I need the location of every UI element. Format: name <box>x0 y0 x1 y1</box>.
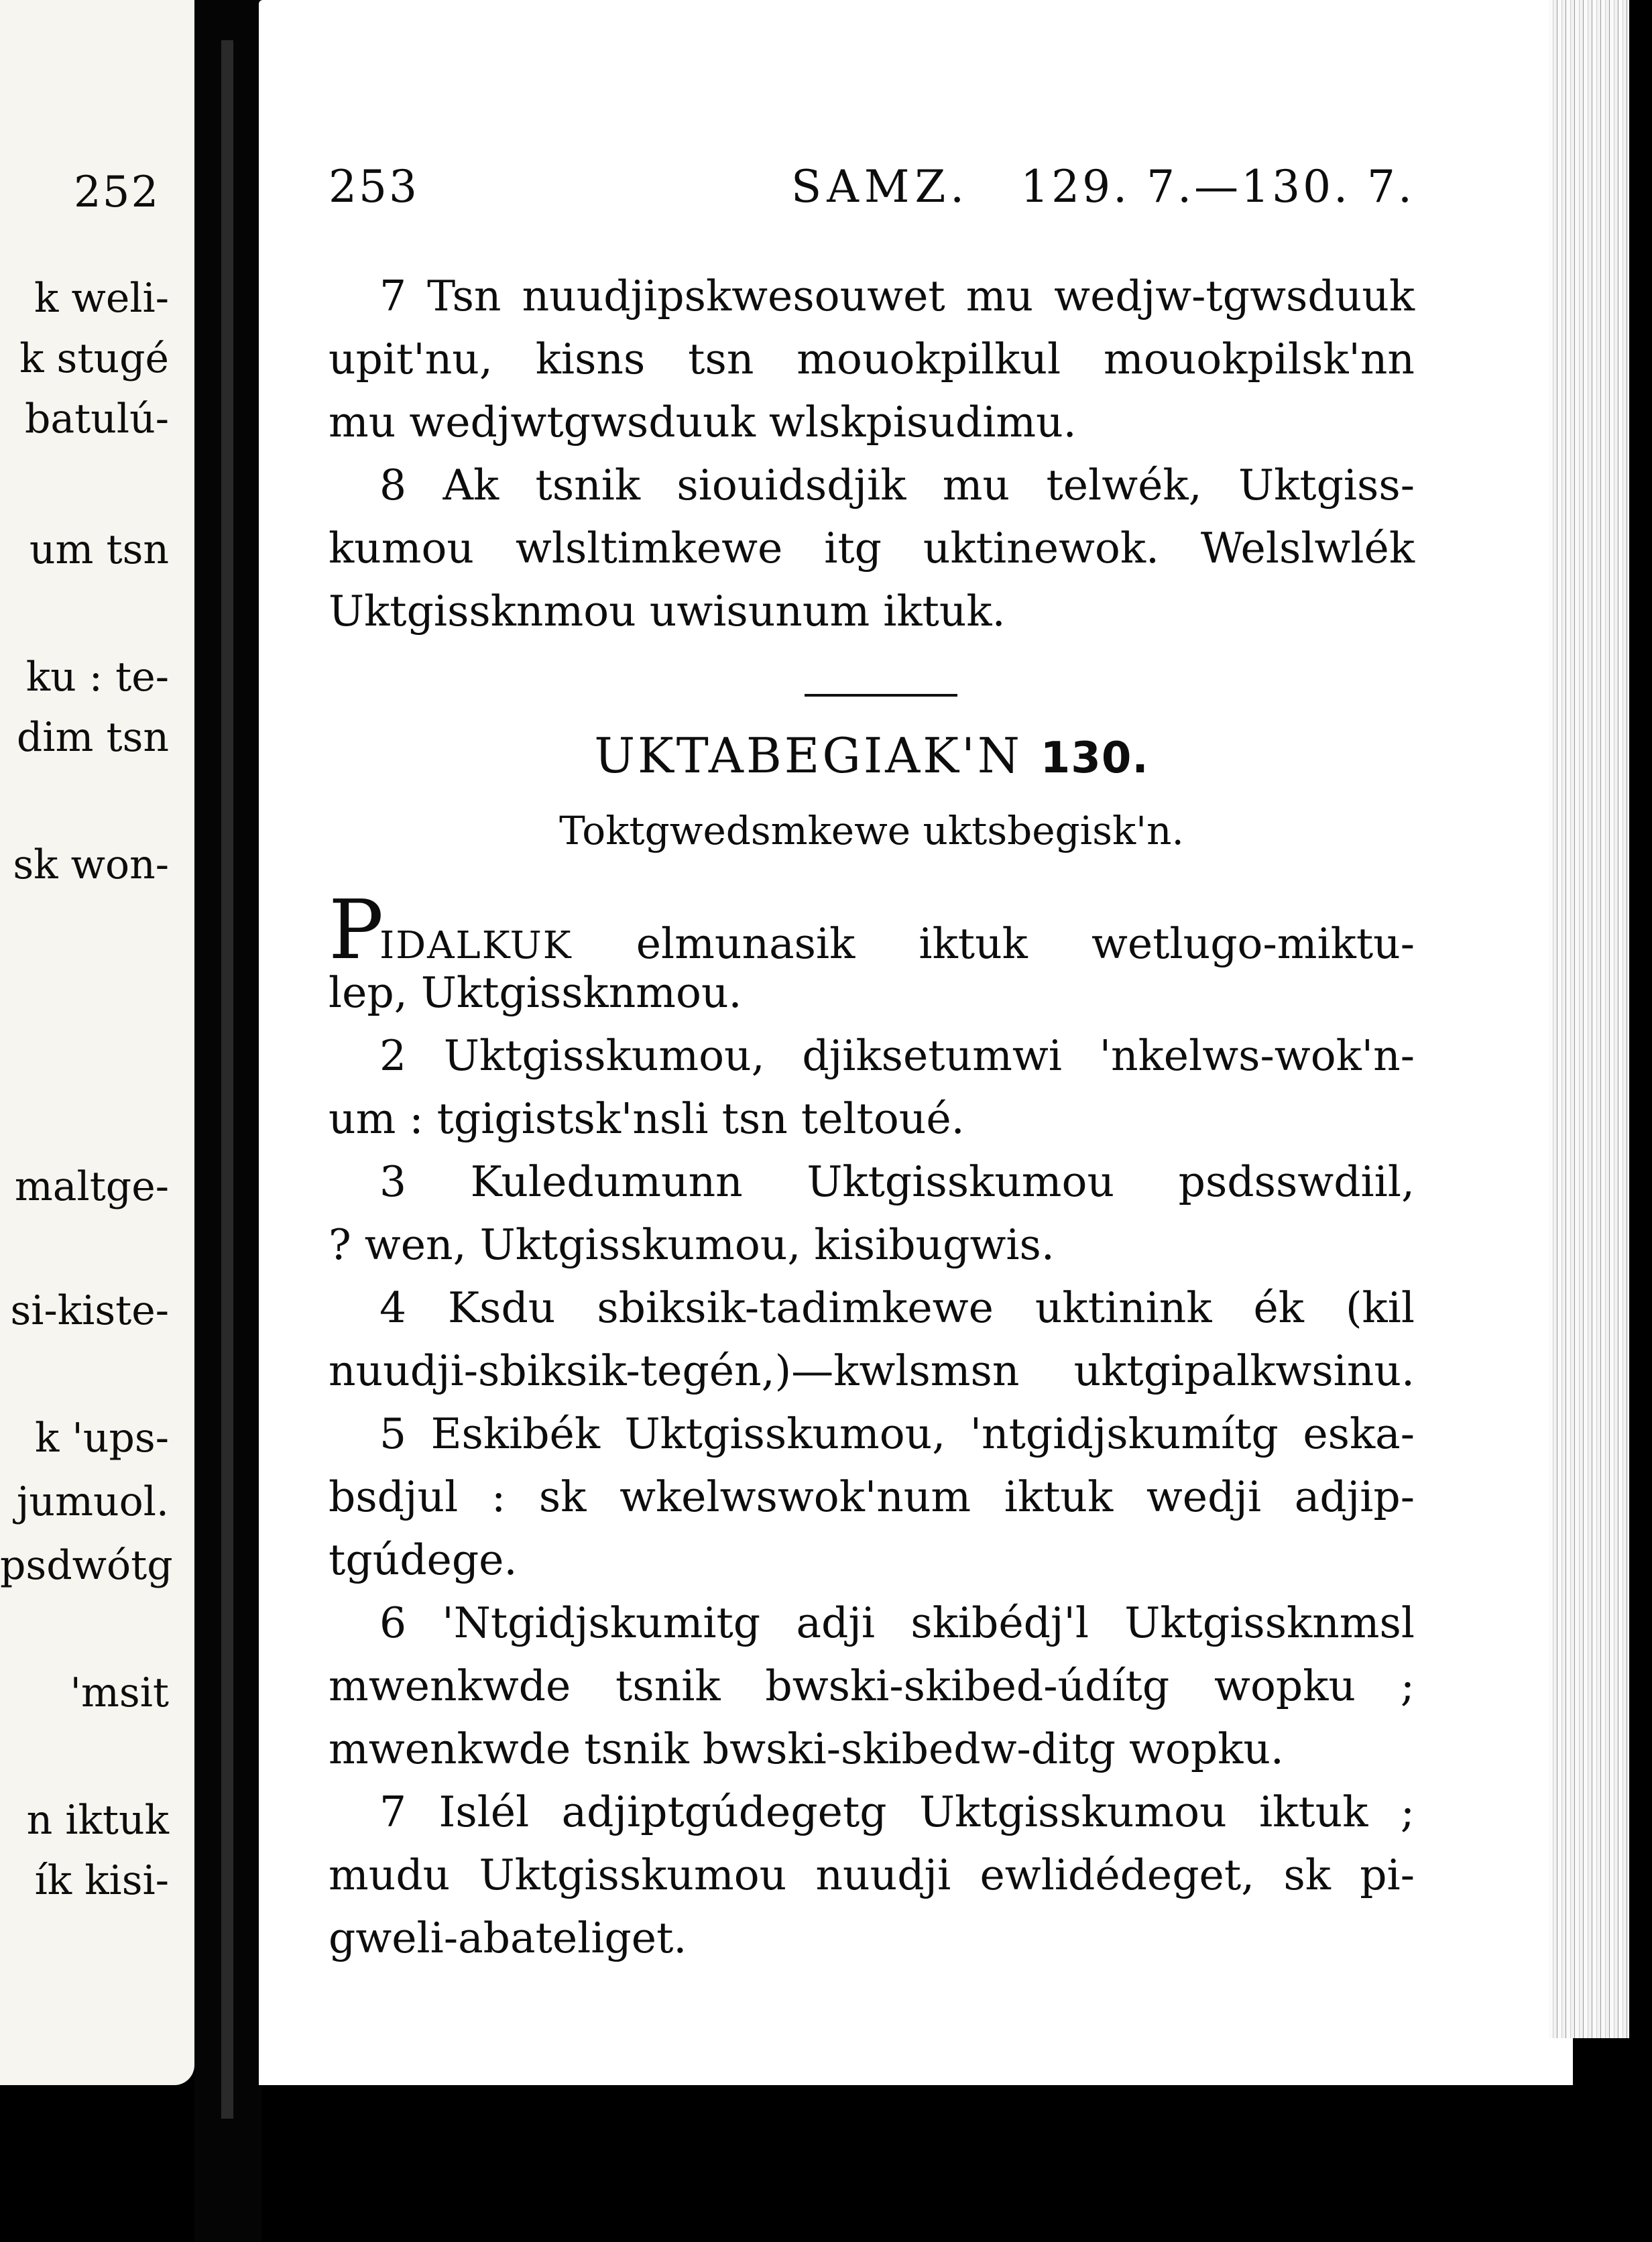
first-word: IDALKUK <box>379 924 573 967</box>
psalm-129-end <box>329 265 1415 643</box>
psalm-heading-title: UKTABEGIAK'N <box>594 727 1022 784</box>
text-line: gweli-abateliget. <box>329 1913 687 1962</box>
left-text-line: n iktuk <box>26 1797 169 1844</box>
text-line: Uktgissknmou uwisunum iktuk. <box>329 587 1006 636</box>
text-line: 5 Eskibék Uktgisskumou, 'ntgidjskumítg eska- <box>379 1409 1415 1458</box>
psalm-heading-number: 130. <box>1040 733 1149 783</box>
left-page <box>0 0 194 2085</box>
left-text-line: 'msit <box>70 1669 169 1716</box>
drop-cap: P <box>329 882 380 978</box>
left-text-line: ík kisi- <box>34 1857 169 1904</box>
left-text-line: jumuol. <box>16 1478 169 1525</box>
text-line: upit'nu, kisns tsn mouokpilkul mouokpilsk'nn <box>329 335 1415 384</box>
text-line: nuudji-sbiksik-tegén,)—kwlsmsn uktgipalkwsinu. <box>329 1346 1415 1395</box>
text-line: 3 Kuledumunn Uktgisskumou psdsswdiil, <box>379 1157 1415 1206</box>
text-line: 6 'Ntgidjskumitg adji skibédj'l Uktgissknmsl <box>379 1598 1415 1647</box>
psalm-130 <box>329 882 1415 1970</box>
text-line: tgúdege. <box>329 1535 518 1584</box>
page-number: 253 <box>329 161 419 213</box>
text-line: um : tgigistsk'nsli tsn teltoué. <box>329 1094 965 1143</box>
left-text-line: ku : te- <box>25 654 169 701</box>
left-text-line: maltge- <box>14 1163 169 1210</box>
left-text-line: k stugé <box>19 335 169 382</box>
gutter-shadow <box>221 40 233 2119</box>
psalm-subtitle: Toktgwedsmkewe uktsbegisk'n. <box>559 808 1184 853</box>
left-text-line: si-kiste- <box>10 1287 169 1334</box>
text-line: lep, Uktgissknmou. <box>329 968 742 1017</box>
left-text-line: sk won- <box>13 841 169 888</box>
left-text-line: k weli- <box>34 275 169 322</box>
text-line: mu wedjwtgwsduuk wlskpisudimu. <box>329 398 1077 447</box>
section-divider <box>805 694 957 697</box>
left-text-line: dim tsn <box>16 714 169 761</box>
text-line: mwenkwde tsnik bwski-skibed-údítg wopku ; <box>329 1661 1415 1710</box>
text-line: 4 Ksdu sbiksik-tadimkewe uktinink ék (kil <box>379 1283 1415 1332</box>
left-text-line: k 'ups- <box>34 1415 169 1462</box>
text-line: 8 Ak tsnik siouidsdjik mu telwék, Uktgiss- <box>379 461 1415 510</box>
text-line: ? wen, Uktgisskumou, kisibugwis. <box>329 1220 1055 1269</box>
book-title: SAMZ. <box>791 161 970 213</box>
running-head <box>329 161 1415 215</box>
psalm-heading <box>329 727 1415 784</box>
text-line: 2 Uktgisskumou, djiksetumwi 'nkelws-wok'n- <box>379 1031 1415 1080</box>
text-line: mwenkwde tsnik bwski-skibedw-ditg wopku. <box>329 1724 1284 1773</box>
left-page-number: 252 <box>74 168 160 217</box>
chapter-reference: 129. 7.—130. 7. <box>1020 161 1415 213</box>
first-line-text: elmunasik iktuk wetlugo-miktu- <box>572 919 1415 968</box>
text-line: 7 Islél adjiptgúdegetg Uktgisskumou iktuk ; <box>379 1787 1415 1836</box>
text-line: mudu Uktgisskumou nuudji ewlidédeget, sk pi- <box>329 1850 1415 1899</box>
left-text-line: batulú- <box>24 396 169 442</box>
text-line: kumou wlsltimkewe itg uktinewok. Welslwlék <box>329 524 1415 573</box>
text-line: bsdjul : sk wkelwswok'num iktuk wedji adjip- <box>329 1472 1415 1521</box>
left-text-line: psdwótg <box>0 1542 173 1589</box>
text-line: 7 Tsn nuudjipskwesouwet mu wedjw-tgwsduuk <box>379 272 1415 320</box>
first-line <box>329 882 1415 978</box>
page-edges <box>1549 0 1629 2038</box>
left-text-line: um tsn <box>29 526 169 573</box>
